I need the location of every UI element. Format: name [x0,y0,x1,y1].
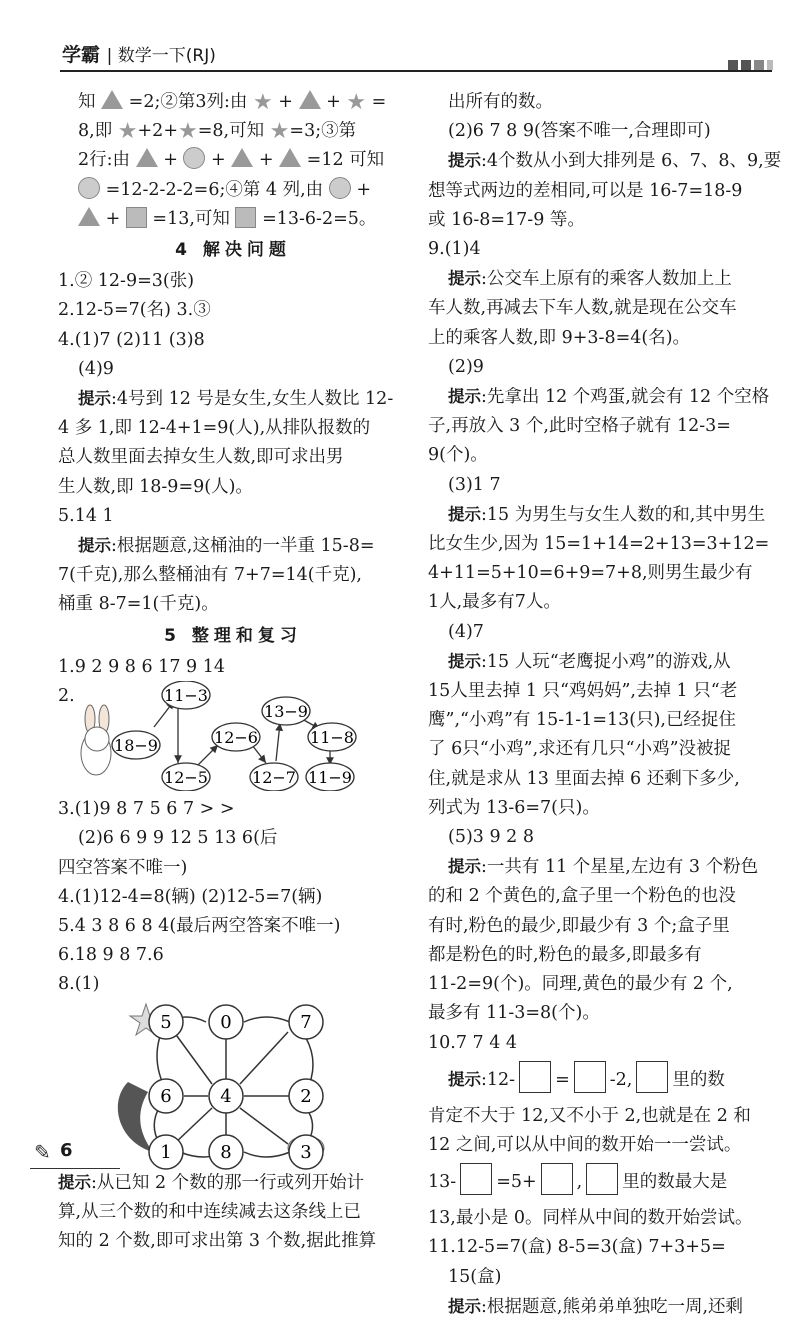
route-node [212,723,260,751]
hint-line: 上的乘客人数,即 9+3-8=4(名)。 [428,327,691,348]
grid-node [149,1135,183,1169]
hint-line: 13,最小是 0。同样从中间的数开始尝试。 [428,1208,753,1229]
hint-line: 提示:15 人玩“老鹰捉小鸡”的游戏,从 [448,651,731,672]
route-node-label: 11−3 [164,686,208,706]
answer-line: 4.(1)12-4=8(辆) (2)12-5=7(辆) [58,886,323,907]
rabbit-illustration [81,705,111,775]
grid-node [149,1079,183,1113]
grid-node-number: 4 [220,1085,232,1107]
number-grid-diagram [58,992,408,1172]
answer-line: (2)9 [448,356,484,377]
triangle-icon [299,90,321,109]
right-column [428,88,782,1322]
grid-node [289,1079,323,1113]
text-line: =12-2-2-2=6;④第 4 列,由 + [58,176,408,205]
grid-node-number: 8 [220,1141,232,1163]
square-icon [235,207,256,228]
hint-line: 提示:15 为男生与女生人数的和,其中男生 [448,504,766,525]
triangle-icon [101,90,123,109]
grid-node [209,1005,243,1039]
hint-line: 4 多 1,即 12-4+1=9(人),从排队报数的 [58,418,371,439]
hint-line: 子,再放入 3 个,此时空格子就有 12-3= [428,416,731,437]
answer-line: 1.9 2 9 8 6 17 9 14 [58,656,225,677]
hint-line: 11-2=9(个)。同理,黄色的最少有 2 个, [428,974,733,995]
grid-node [289,1135,323,1169]
hint-line: 9(个)。 [428,445,488,466]
brand-logo: 学霸 [62,44,101,66]
triangle-icon [279,148,301,167]
hint-line: 1人,最多有7人。 [428,592,561,613]
blank-box [636,1061,668,1093]
hint-line: 总人数里面去掉女生人数,即可求出男 [58,447,344,468]
answer-line: (2)6 6 9 9 12 5 13 6(后 [78,828,278,849]
grid-node-number: 7 [300,1011,312,1033]
hint-line: 4+11=5+10=6+9=7+8,则男生最少有 [428,563,753,584]
answer-line: 11.12-5=7(盒) 8-5=3(盒) 7+3+5= [428,1237,726,1258]
blank-box [541,1163,573,1195]
hint-line: 提示:先拿出 12 个鸡蛋,就会有 12 个空格 [448,387,770,408]
answer-line: 5.14 1 [58,505,114,526]
route-node [250,763,298,791]
answer-line: 15(盒) [448,1266,502,1287]
blank-box [586,1163,618,1195]
answer-line: 6.18 9 8 7.6 [58,945,164,966]
text-line: 8,即 ★+2+★=8,可知 ★=3;③第 [78,119,357,145]
answer-line: 1.② 12-9=3(张) [58,271,195,292]
hint-line: 提示:根据题意,这桶油的一半重 15-8= [78,536,375,557]
hint-line: 提示:4号到 12 号是女生,女生人数比 12- [78,389,394,410]
section-title: 5 整理和复习 [164,625,302,646]
hint-line: 比女生少,因为 15=1+14=2+13=3+12= [428,534,770,555]
answer-line: 3.(1)9 8 7 5 6 7 > > [58,799,235,820]
left-column [58,88,408,1256]
answer-line: 10.7 7 4 4 [428,1032,518,1053]
hint-line: 列式为 13-6=7(只)。 [428,797,600,818]
book-subtitle: 数学一下(RJ) [117,46,216,66]
blank-box [574,1061,606,1093]
route-node [162,681,210,709]
grid-node [209,1135,243,1169]
header-decor-square [741,60,751,70]
route-node-label: 12−6 [214,728,258,748]
grid-node [209,1079,243,1113]
blank-box [460,1163,492,1195]
route-node [262,697,310,725]
hint-line: 车人数,再减去下车人数,就是现在公交车 [428,298,737,319]
star-icon: ★ [252,90,273,115]
route-node [162,763,210,791]
hint-line: 15人里去掉 1 只“鸡妈妈”,去掉 1 只“老 [428,681,738,702]
hint-line: 提示:从已知 2 个数的那一行或列开始计 [58,1172,365,1193]
grid-node-number: 6 [160,1085,172,1107]
hint-line: 知的 2 个数,即可求出第 3 个数,据此推算 [58,1231,377,1252]
answer-line: (4)7 [448,621,484,642]
route-node [112,731,160,759]
hint-line: 肯定不大于 12,又不小于 2,也就是在 2 和 [428,1105,751,1126]
route-node-label: 12−7 [252,768,296,788]
answer-line: (2)6 7 8 9(答案不唯一,合理即可) [448,121,711,142]
hint-line: 提示:4个数从小到大排列是 6、7、8、9,要 [448,151,782,172]
answer-line: (3)1 7 [448,474,501,495]
hint-line: 7(千克),那么整桶油有 7+7=14(千克), [58,565,362,586]
hint-line: 提示:公交车上原有的乘客人数加上上 [448,269,732,290]
brand-title: 学霸 | 数学一下(RJ) [62,44,216,66]
hint-line: 生人数,即 18-9=9(人)。 [58,476,253,497]
hint-line: 桶重 8-7=1(千克)。 [58,594,219,615]
triangle-icon [231,148,253,167]
answer-line: (4)9 [78,358,114,379]
footer-rule [30,1168,120,1169]
route-node [306,763,354,791]
hint-line: 鹰”,“小鸡”有 15-1-1=13(只),已经捉住 [428,710,736,731]
hint-line: 提示:根据题意,熊弟弟单独吃一周,还剩 [448,1296,744,1317]
star-icon: ★ [346,90,367,115]
hint-line: 算,从三个数的和中连续减去这条线上已 [58,1201,362,1222]
blank-box [519,1061,551,1093]
answer-line: 2. [58,686,75,707]
route-node [308,723,356,751]
route-map-diagram [58,681,408,791]
grid-node-number: 0 [220,1011,232,1033]
page-header [0,0,800,80]
hint-line: 或 16-8=17-9 等。 [428,209,585,230]
route-node-label: 11−9 [308,768,352,788]
hint-line: 13- =5+ , 里的数最大是 [428,1160,778,1204]
star-icon: ★ [269,119,290,145]
hint-line: 有时,粉色的最少,即最少有 3 个;盒子里 [428,915,730,936]
hint-line: 的和 2 个黄色的,盒子里一个粉色的也没 [428,886,736,907]
header-decor-square [754,60,764,70]
circle-icon [329,177,351,199]
page-number: 6 [60,1140,73,1161]
answer-line: 4.(1)7 (2)11 (3)8 [58,329,205,350]
answer-line: 9.(1)4 [428,239,481,260]
text-line: 出所有的数。 [448,92,553,112]
star-icon: ★ [177,119,198,145]
answer-line: 四空答案不唯一) [58,857,188,878]
answer-line: 2.12-5=7(名) 3.③ [58,300,211,321]
hint-line: 了 6只“小鸡”,求还有几只“小鸡”没被捉 [428,739,732,760]
triangle-icon [136,148,158,167]
grid-node-number: 1 [160,1141,172,1163]
text-line: + =13,可知 =13-6-2=5。 [58,205,408,234]
header-decor-square [728,60,738,70]
circle-icon [183,147,205,169]
hint-line: 提示:一共有 11 个星星,左边有 3 个粉色 [448,857,759,878]
hint-line: 提示:12- = -2, 里的数 [428,1058,778,1102]
answer-line: (5)3 9 2 8 [448,827,535,848]
grid-node [289,1005,323,1039]
section-title: 4 解决问题 [175,240,291,261]
square-icon [126,207,147,228]
triangle-icon [78,207,100,226]
hint-line: 住,就是求从 13 里面去掉 6 还剩下多少, [428,768,740,789]
route-node-label: 11−8 [310,728,354,748]
text-line: 知 =2;②第3列:由 ★ + + ★ = [78,90,387,115]
hint-line: 最多有 11-3=8(个)。 [428,1003,600,1024]
grid-node-number: 2 [300,1085,312,1107]
grid-node-number: 5 [160,1011,172,1033]
grid-node [149,1005,183,1039]
hint-line: 12 之间,可以从中间的数开始一一尝试。 [428,1134,742,1155]
route-node-label: 13−9 [264,702,308,722]
hint-line: 想等式两边的差相同,可以是 16-7=18-9 [428,180,743,201]
answer-line: 5.4 3 8 6 8 4(最后两空答案不唯一) [58,916,341,937]
grid-node-number: 3 [300,1141,312,1163]
seal-illustration [118,1082,153,1152]
answer-line: 8.(1) [58,974,100,995]
route-node-label: 12−5 [164,768,208,788]
header-decor-square [767,60,773,70]
text-line: 2行:由 + + + =12 可知 [58,146,408,175]
pencil-icon: ✎ [34,1140,51,1164]
circle-icon [78,177,100,199]
header-rule [60,70,772,72]
route-node-label: 18−9 [114,736,158,756]
star-icon: ★ [117,119,138,145]
hint-line: 都是粉色的时,粉色的最多,即最多有 [428,944,702,965]
